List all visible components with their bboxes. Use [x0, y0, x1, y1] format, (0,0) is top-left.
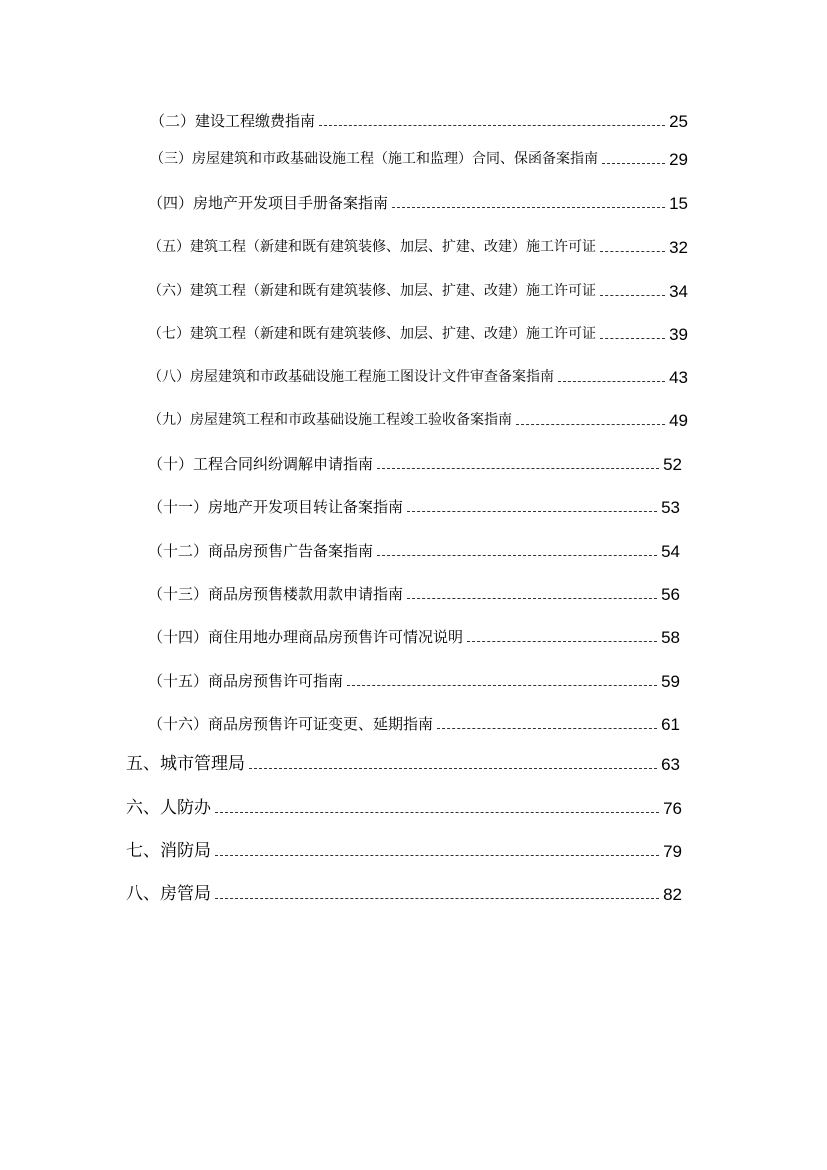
toc-entry-page: 52: [663, 455, 682, 474]
toc-entry[interactable]: [148, 625, 680, 649]
dot-leader: [377, 555, 657, 556]
toc-entry-page: 29: [669, 150, 688, 169]
toc-section-label: 八、房管局: [126, 884, 211, 904]
toc-entry-page: 43: [669, 368, 688, 387]
toc-entry[interactable]: [148, 539, 680, 563]
toc-entry-label: （十一）房地产开发项目转让备案指南: [148, 498, 404, 516]
dot-leader: [377, 468, 659, 469]
toc-entry-page: 32: [669, 238, 688, 257]
toc-entry[interactable]: [148, 712, 680, 736]
toc-entry[interactable]: [148, 452, 682, 476]
dot-leader: [467, 641, 657, 642]
toc-entry[interactable]: [148, 191, 688, 215]
toc-entry-label: （十六）商品房预售许可证变更、延期指南: [148, 715, 434, 733]
toc-entry-label: （十五）商品房预售许可指南: [148, 672, 344, 690]
dot-leader: [602, 163, 665, 164]
dot-leader: [347, 685, 657, 686]
dot-leader: [249, 768, 657, 769]
toc-entry-label: （七）建筑工程（新建和既有建筑装修、加层、扩建、改建）施工许可证: [148, 326, 596, 342]
toc-section[interactable]: [126, 752, 680, 776]
toc-entry-label: （十）工程合同纠纷调解申请指南: [148, 455, 374, 473]
toc-section[interactable]: [126, 796, 682, 820]
toc-entry-page: 34: [669, 282, 688, 301]
toc-entry-label: （十四）商住用地办理商品房预售许可情况说明: [148, 628, 464, 646]
toc-section-label: 六、人防办: [126, 798, 211, 818]
toc-entry-page: 53: [661, 498, 680, 517]
toc-entry-page: 58: [661, 628, 680, 647]
toc-entry[interactable]: [148, 669, 680, 693]
toc-entry-label: （五）建筑工程（新建和既有建筑装修、加层、扩建、改建）施工许可证: [148, 239, 596, 255]
dot-leader: [600, 295, 665, 296]
toc-entry-page: 56: [661, 585, 680, 604]
dot-leader: [319, 125, 665, 126]
dot-leader: [437, 728, 657, 729]
toc-entry-label: （二）建设工程缴费指南: [150, 112, 316, 130]
toc-entry-label: （三）房屋建筑和市政基础设施工程（施工和监理）合同、保函备案指南: [150, 151, 598, 167]
toc-section[interactable]: [126, 882, 682, 906]
toc-section-label: 七、消防局: [126, 841, 211, 861]
toc-entry[interactable]: [150, 147, 688, 171]
toc-entry[interactable]: [148, 408, 688, 432]
dot-leader: [600, 251, 665, 252]
toc-entry-page: 25: [669, 112, 688, 131]
toc-entry-label: （四）房地产开发项目手册备案指南: [148, 194, 389, 212]
dot-leader: [558, 381, 665, 382]
toc-entry-page: 39: [669, 325, 688, 344]
dot-leader: [215, 855, 659, 856]
toc-entry[interactable]: [148, 322, 688, 346]
toc-entry-label: （六）建筑工程（新建和既有建筑装修、加层、扩建、改建）施工许可证: [148, 283, 596, 299]
toc-entry[interactable]: [148, 582, 680, 606]
toc-entry-page: 15: [669, 194, 688, 213]
toc-entry-page: 49: [669, 411, 688, 430]
toc-entry-page: 59: [661, 672, 680, 691]
dot-leader: [392, 207, 665, 208]
toc-entry-page: 61: [661, 715, 680, 734]
toc-entry[interactable]: [148, 365, 688, 389]
dot-leader: [215, 812, 659, 813]
toc-entry-label: （八）房屋建筑和市政基础设施工程施工图设计文件审查备案指南: [148, 369, 554, 385]
toc-section-page: 63: [661, 755, 680, 774]
toc-entry-label: （十三）商品房预售楼款用款申请指南: [148, 585, 404, 603]
dot-leader: [407, 511, 657, 512]
dot-leader: [600, 338, 665, 339]
toc-section[interactable]: [126, 839, 682, 863]
toc-entry-label: （九）房屋建筑工程和市政基础设施工程竣工验收备案指南: [148, 412, 512, 428]
toc-entry[interactable]: [148, 495, 680, 519]
toc-section-page: 76: [663, 799, 682, 818]
dot-leader: [516, 424, 665, 425]
toc-entry[interactable]: [148, 235, 688, 259]
toc-entry[interactable]: [150, 109, 688, 133]
toc-entry[interactable]: [148, 279, 688, 303]
toc-section-page: 82: [663, 885, 682, 904]
toc-section-label: 五、城市管理局: [126, 754, 245, 774]
toc-section-page: 79: [663, 842, 682, 861]
toc-entry-page: 54: [661, 542, 680, 561]
dot-leader: [215, 898, 659, 899]
toc-entry-label: （十二）商品房预售广告备案指南: [148, 542, 374, 560]
dot-leader: [407, 598, 657, 599]
